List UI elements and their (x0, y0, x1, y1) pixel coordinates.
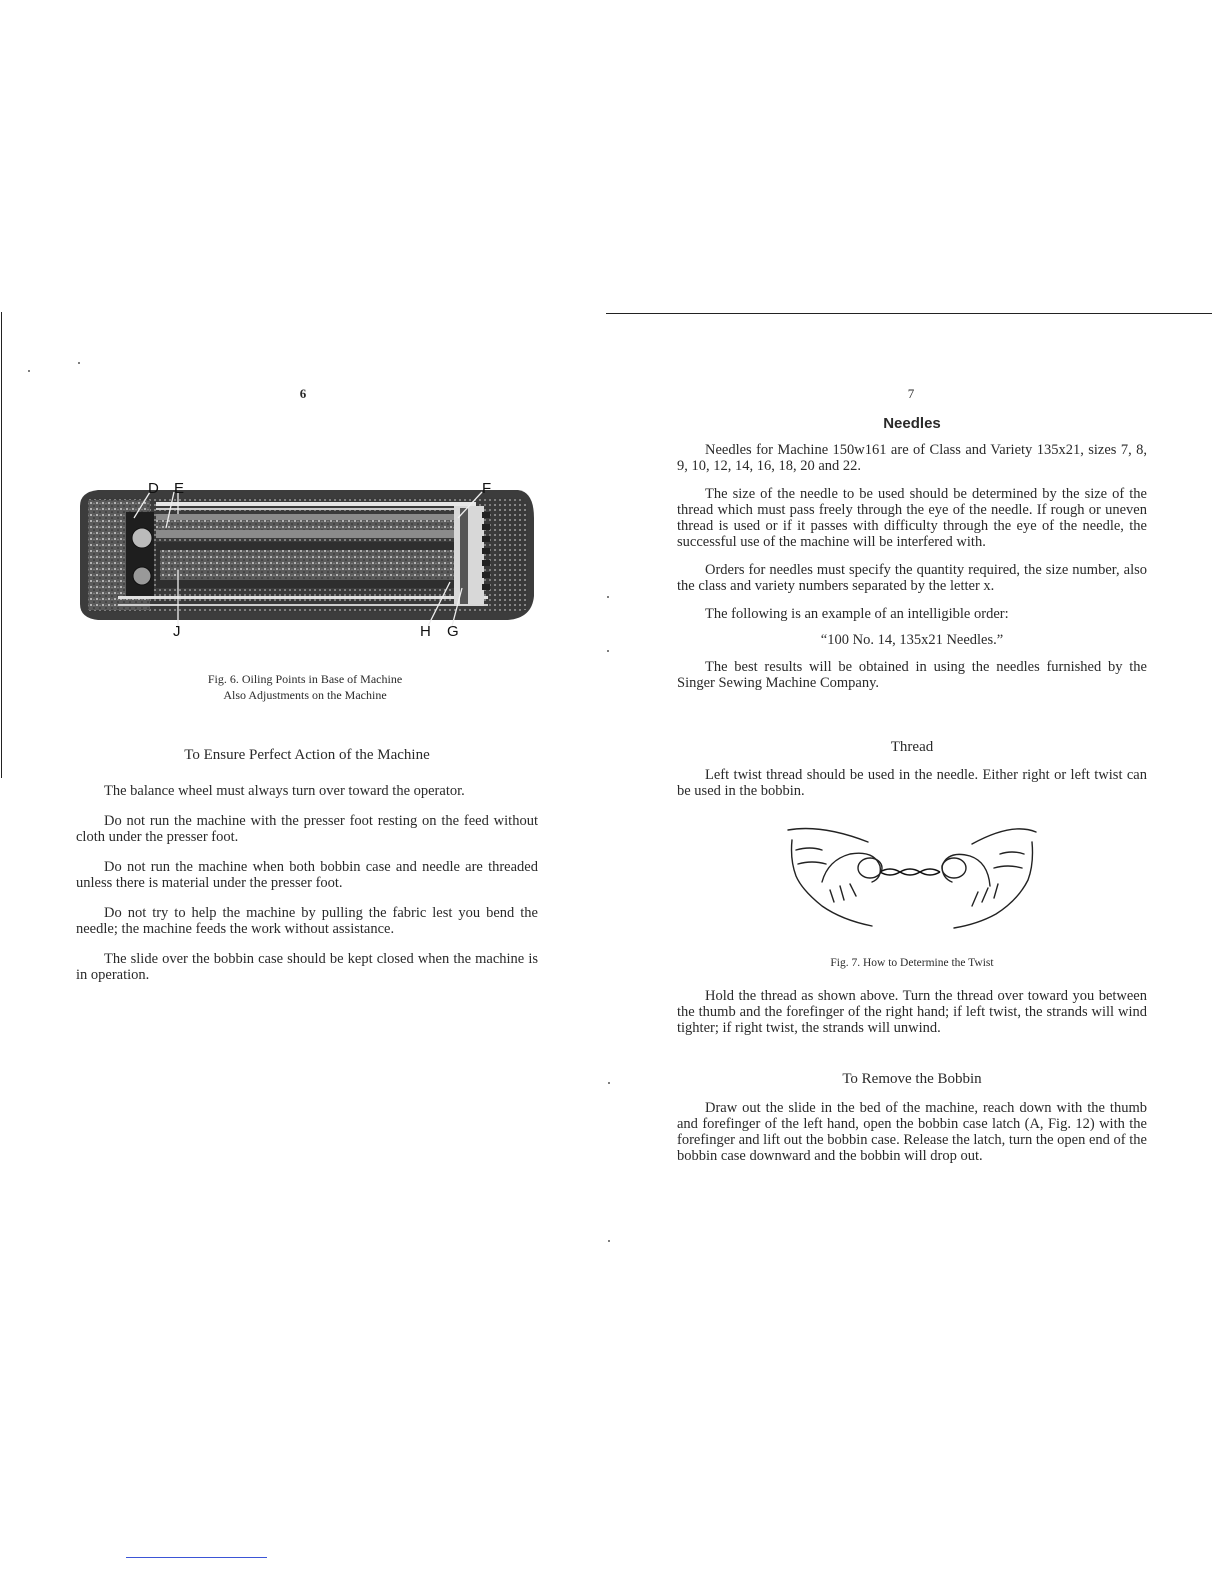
thread-body (677, 767, 1147, 799)
figure-label-j: J (173, 623, 181, 640)
needles-body (677, 442, 1147, 691)
scan-dot (607, 596, 609, 598)
scan-dot (608, 1240, 610, 1242)
page-number-left: 6 (299, 386, 307, 401)
paragraph: Do not try to help the machine by pulling the fabric lest you bend the needle; the machine feeds the work without assistance. (76, 905, 538, 937)
needles-title: Needles (883, 415, 941, 432)
machine-base-illustration (78, 478, 538, 640)
perfect-action-body (76, 783, 538, 983)
order-example: “100 No. 14, 135x21 Needles.” (820, 632, 1004, 648)
paragraph: Orders for needles must specify the quantity required, the size number, also the class and variety numbers separated by the letter x. (677, 562, 1147, 594)
scan-dot (78, 362, 80, 364)
paragraph: The size of the needle to be used should be determined by the size of the thread which must pass freely through the eye of the needle. If rough or uneven thread is used or if it passes with difficulty through the eye of the needle, the successful use of the machine will be interfered with. (677, 486, 1147, 550)
fig6-caption-line2: Also Adjustments on the Machine (223, 688, 387, 702)
page-number-right: 7 (907, 386, 915, 401)
paragraph: The best results will be obtained in using the needles furnished by the Singer Sewing Machine Company. (677, 659, 1147, 691)
paragraph: The following is an example of an intelligible order: (705, 606, 1009, 622)
remove-bobbin-body (677, 1100, 1147, 1164)
fig7-caption: Fig. 7. How to Determine the Twist (830, 957, 994, 969)
paragraph: Left twist thread should be used in the needle. Either right or left twist can be used in the bobbin. (677, 767, 1147, 799)
paragraph: Needles for Machine 150w161 are of Class and Variety 135x21, sizes 7, 8, 9, 10, 12, 14, 16, 18, 20 and 22. (677, 442, 1147, 474)
fig6-caption-line1: Fig. 6. Oiling Points in Base of Machine (207, 672, 403, 686)
machine-base-figure (78, 478, 538, 640)
scan-dot (607, 650, 609, 652)
twist-body (677, 988, 1147, 1036)
paragraph: Do not run the machine with the presser foot resting on the feed without cloth under the presser foot. (76, 813, 538, 845)
paragraph: Do not run the machine when both bobbin case and needle are threaded unless there is material under the presser foot. (76, 859, 538, 891)
fig6-caption (120, 671, 490, 703)
top-right-rule (606, 313, 1212, 314)
scan-dot (28, 370, 30, 372)
figure-label-h: H (420, 623, 431, 640)
paragraph: The slide over the bobbin case should be kept closed when the machine is in operation. (76, 951, 538, 983)
figure-label-f: F (482, 480, 492, 497)
twist-figure (782, 820, 1042, 938)
hands-twisting-thread-illustration (782, 820, 1042, 938)
left-edge-rule (1, 312, 2, 778)
figure-label-g: G (447, 623, 459, 640)
figure-label-d: D (148, 480, 159, 497)
perfect-action-title: To Ensure Perfect Action of the Machine (184, 747, 430, 763)
figure-label-e: E (174, 480, 185, 497)
remove-bobbin-title: To Remove the Bobbin (842, 1071, 982, 1087)
thread-title: Thread (890, 739, 934, 755)
bottom-blue-rule (126, 1557, 267, 1558)
paragraph: The balance wheel must always turn over toward the operator. (104, 783, 465, 799)
paragraph: Draw out the slide in the bed of the machine, reach down with the thumb and forefinger of the left hand, open the bobbin case latch (A, Fig. 12) with the forefinger and lift out the bobbin case. Release the latch, turn the open end of the bobbin case downward and the bobbin will drop out. (677, 1100, 1147, 1164)
paragraph: Hold the thread as shown above. Turn the thread over toward you between the thumb and the forefinger of the right hand; if left twist, the strands will wind tighter; if right twist, the strands will unwind. (677, 988, 1147, 1036)
scan-dot (608, 1082, 610, 1084)
